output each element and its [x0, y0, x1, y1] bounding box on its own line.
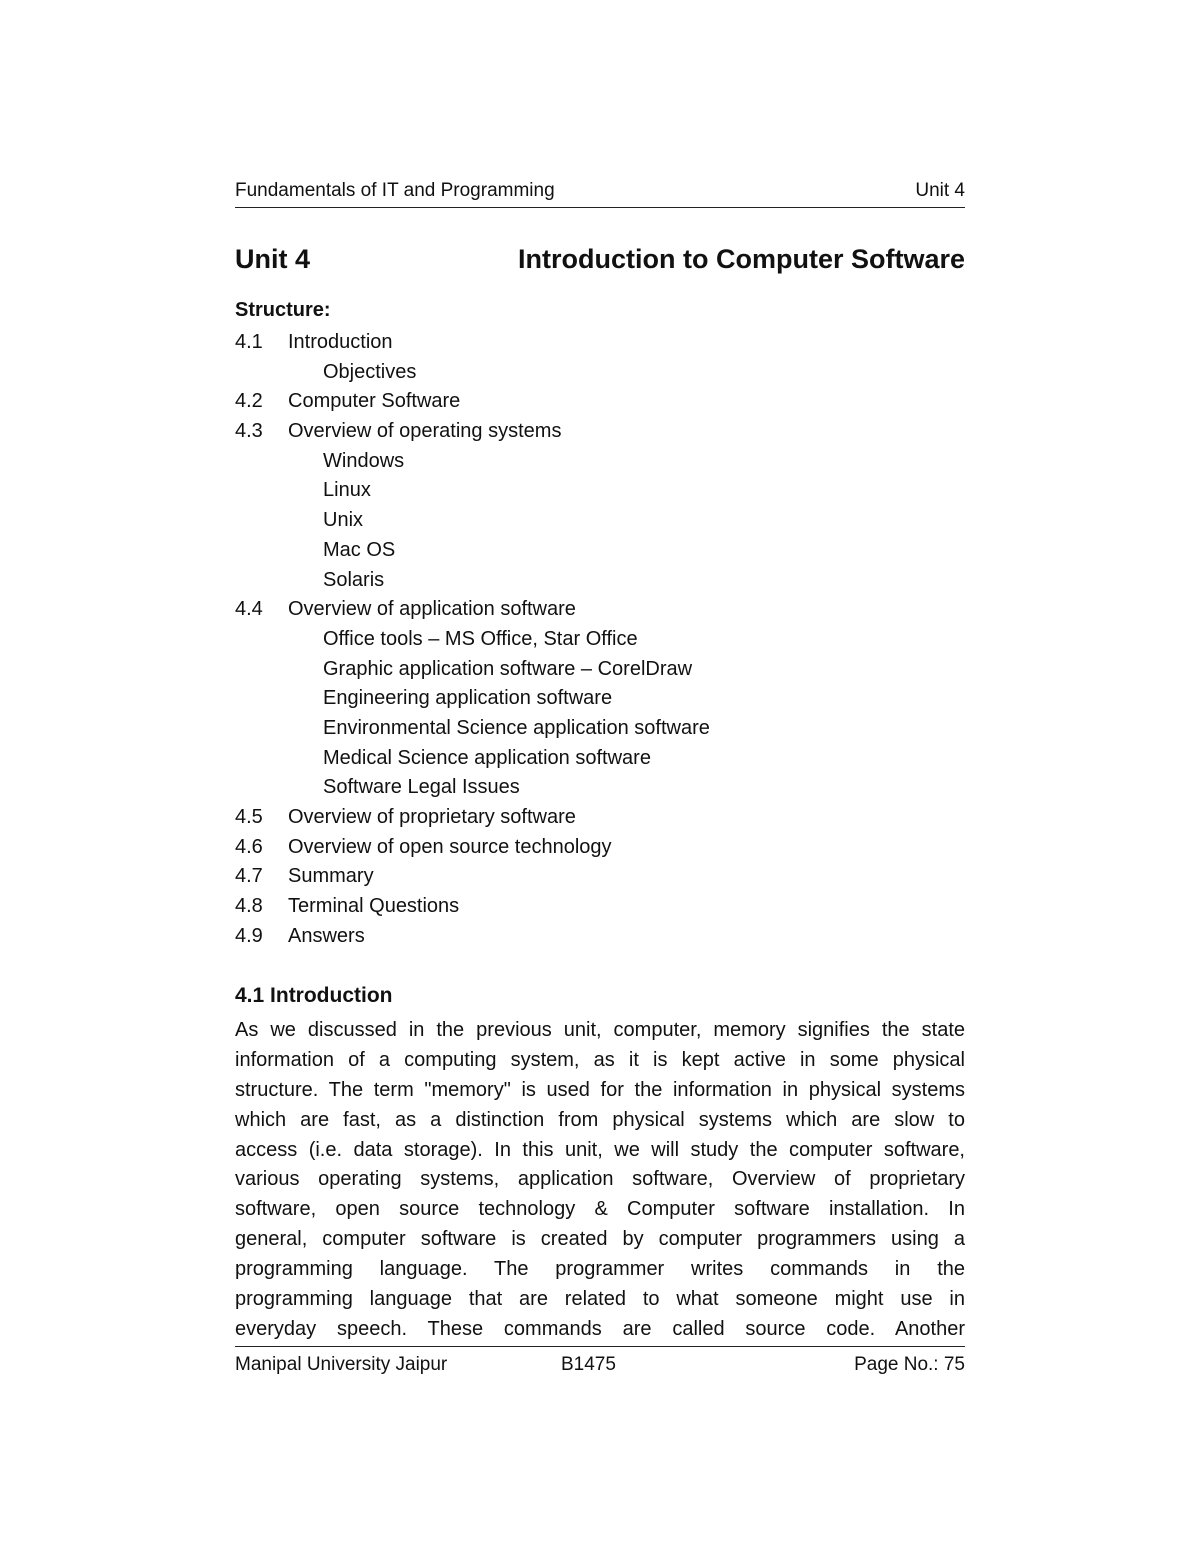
toc-label: Summary: [288, 865, 374, 888]
toc-number: 4.7: [235, 865, 263, 888]
toc-subitem: [235, 744, 965, 774]
toc-label: Office tools – MS Office, Star Office: [323, 627, 638, 650]
body-line: general, computer software is created by computer programmers using a: [235, 1228, 965, 1251]
unit-heading: [235, 244, 965, 275]
header-rule: [235, 207, 965, 208]
toc-number: 4.6: [235, 835, 263, 858]
toc-subitem: [235, 684, 965, 714]
structure-list: [235, 328, 965, 951]
body-line: information of a computing system, as it is kept active in some physical: [235, 1048, 965, 1071]
unit-title: Introduction to Computer Software: [518, 244, 965, 274]
toc-label: Overview of application software: [288, 598, 576, 621]
toc-number: 4.4: [235, 598, 263, 621]
body-line: As we discussed in the previous unit, computer, memory signifies the state: [235, 1019, 965, 1041]
body-line: structure. The term "memory" is used for the information in physical systems: [235, 1078, 965, 1101]
toc-label: Environmental Science application software: [323, 716, 710, 739]
toc-number: 4.2: [235, 390, 263, 413]
toc-subitem: [235, 773, 965, 803]
header-unit-label: Unit 4: [915, 180, 965, 201]
toc-subitem: [235, 714, 965, 744]
toc-label: Terminal Questions: [288, 895, 460, 918]
toc-item: [235, 892, 965, 922]
toc-label: Graphic application software – CorelDraw: [323, 657, 693, 680]
toc-number: 4.3: [235, 420, 263, 443]
toc-number: 4.5: [235, 806, 263, 828]
toc-label: Overview of proprietary software: [288, 806, 576, 828]
toc-label: Answers: [288, 924, 365, 947]
toc-number: 4.8: [235, 895, 263, 918]
toc-item: [235, 803, 965, 833]
toc-item: [235, 862, 965, 892]
section-heading: 4.1 Introduction: [235, 984, 393, 1007]
toc-subitem: [235, 358, 965, 388]
toc-subitem: [235, 476, 965, 506]
toc-item: [235, 922, 965, 952]
body-line: access (i.e. data storage). In this unit, we will study the computer software,: [235, 1138, 965, 1161]
footer-institution: Manipal University Jaipur: [235, 1354, 448, 1375]
toc-label: Objectives: [323, 360, 417, 383]
toc-item: [235, 387, 965, 417]
body-line: programming language. The programmer writes commands in the: [235, 1258, 965, 1281]
body-line: programming language that are related to what someone might use in: [235, 1288, 965, 1311]
unit-number: Unit 4: [235, 244, 311, 274]
toc-label: Computer Software: [288, 390, 461, 413]
toc-label: Overview of operating systems: [288, 420, 562, 443]
toc-label: Introduction: [288, 331, 393, 353]
running-header: [235, 176, 965, 202]
toc-label: Solaris: [323, 568, 385, 591]
footer-code: B1475: [561, 1354, 616, 1375]
structure-label: Structure:: [235, 299, 331, 321]
toc-label: Linux: [323, 479, 371, 502]
section-body: [235, 1016, 965, 1345]
toc-subitem: [235, 655, 965, 685]
course-title: Fundamentals of IT and Programming: [235, 180, 555, 201]
toc-label: Medical Science application software: [323, 746, 651, 769]
footer-rule: [235, 1346, 965, 1347]
toc-label: Mac OS: [323, 538, 396, 561]
toc-subitem: [235, 447, 965, 477]
toc-label: Engineering application software: [323, 687, 613, 710]
toc-item: [235, 417, 965, 447]
body-line: various operating systems, application software, Overview of proprietary: [235, 1168, 965, 1191]
toc-label: Software Legal Issues: [323, 776, 520, 799]
document-page: [235, 0, 965, 1553]
toc-subitem: [235, 506, 965, 536]
toc-label: Overview of open source technology: [288, 835, 612, 858]
toc-number: 4.9: [235, 924, 263, 947]
toc-subitem: [235, 536, 965, 566]
page-footer: [235, 1354, 965, 1380]
toc-subitem: [235, 625, 965, 655]
toc-item: [235, 833, 965, 863]
body-line: everyday speech. These commands are called source code. Another: [235, 1317, 965, 1340]
toc-item: [235, 595, 965, 625]
toc-label: Unix: [323, 509, 364, 532]
toc-number: 4.1: [235, 331, 263, 353]
toc-subitem: [235, 566, 965, 596]
body-line: software, open source technology & Computer software installation. In: [235, 1198, 965, 1221]
footer-page-number: Page No.: 75: [854, 1354, 965, 1375]
toc-label: Windows: [323, 449, 405, 472]
toc-item: [235, 328, 965, 358]
body-line: which are fast, as a distinction from physical systems which are slow to: [235, 1108, 965, 1131]
